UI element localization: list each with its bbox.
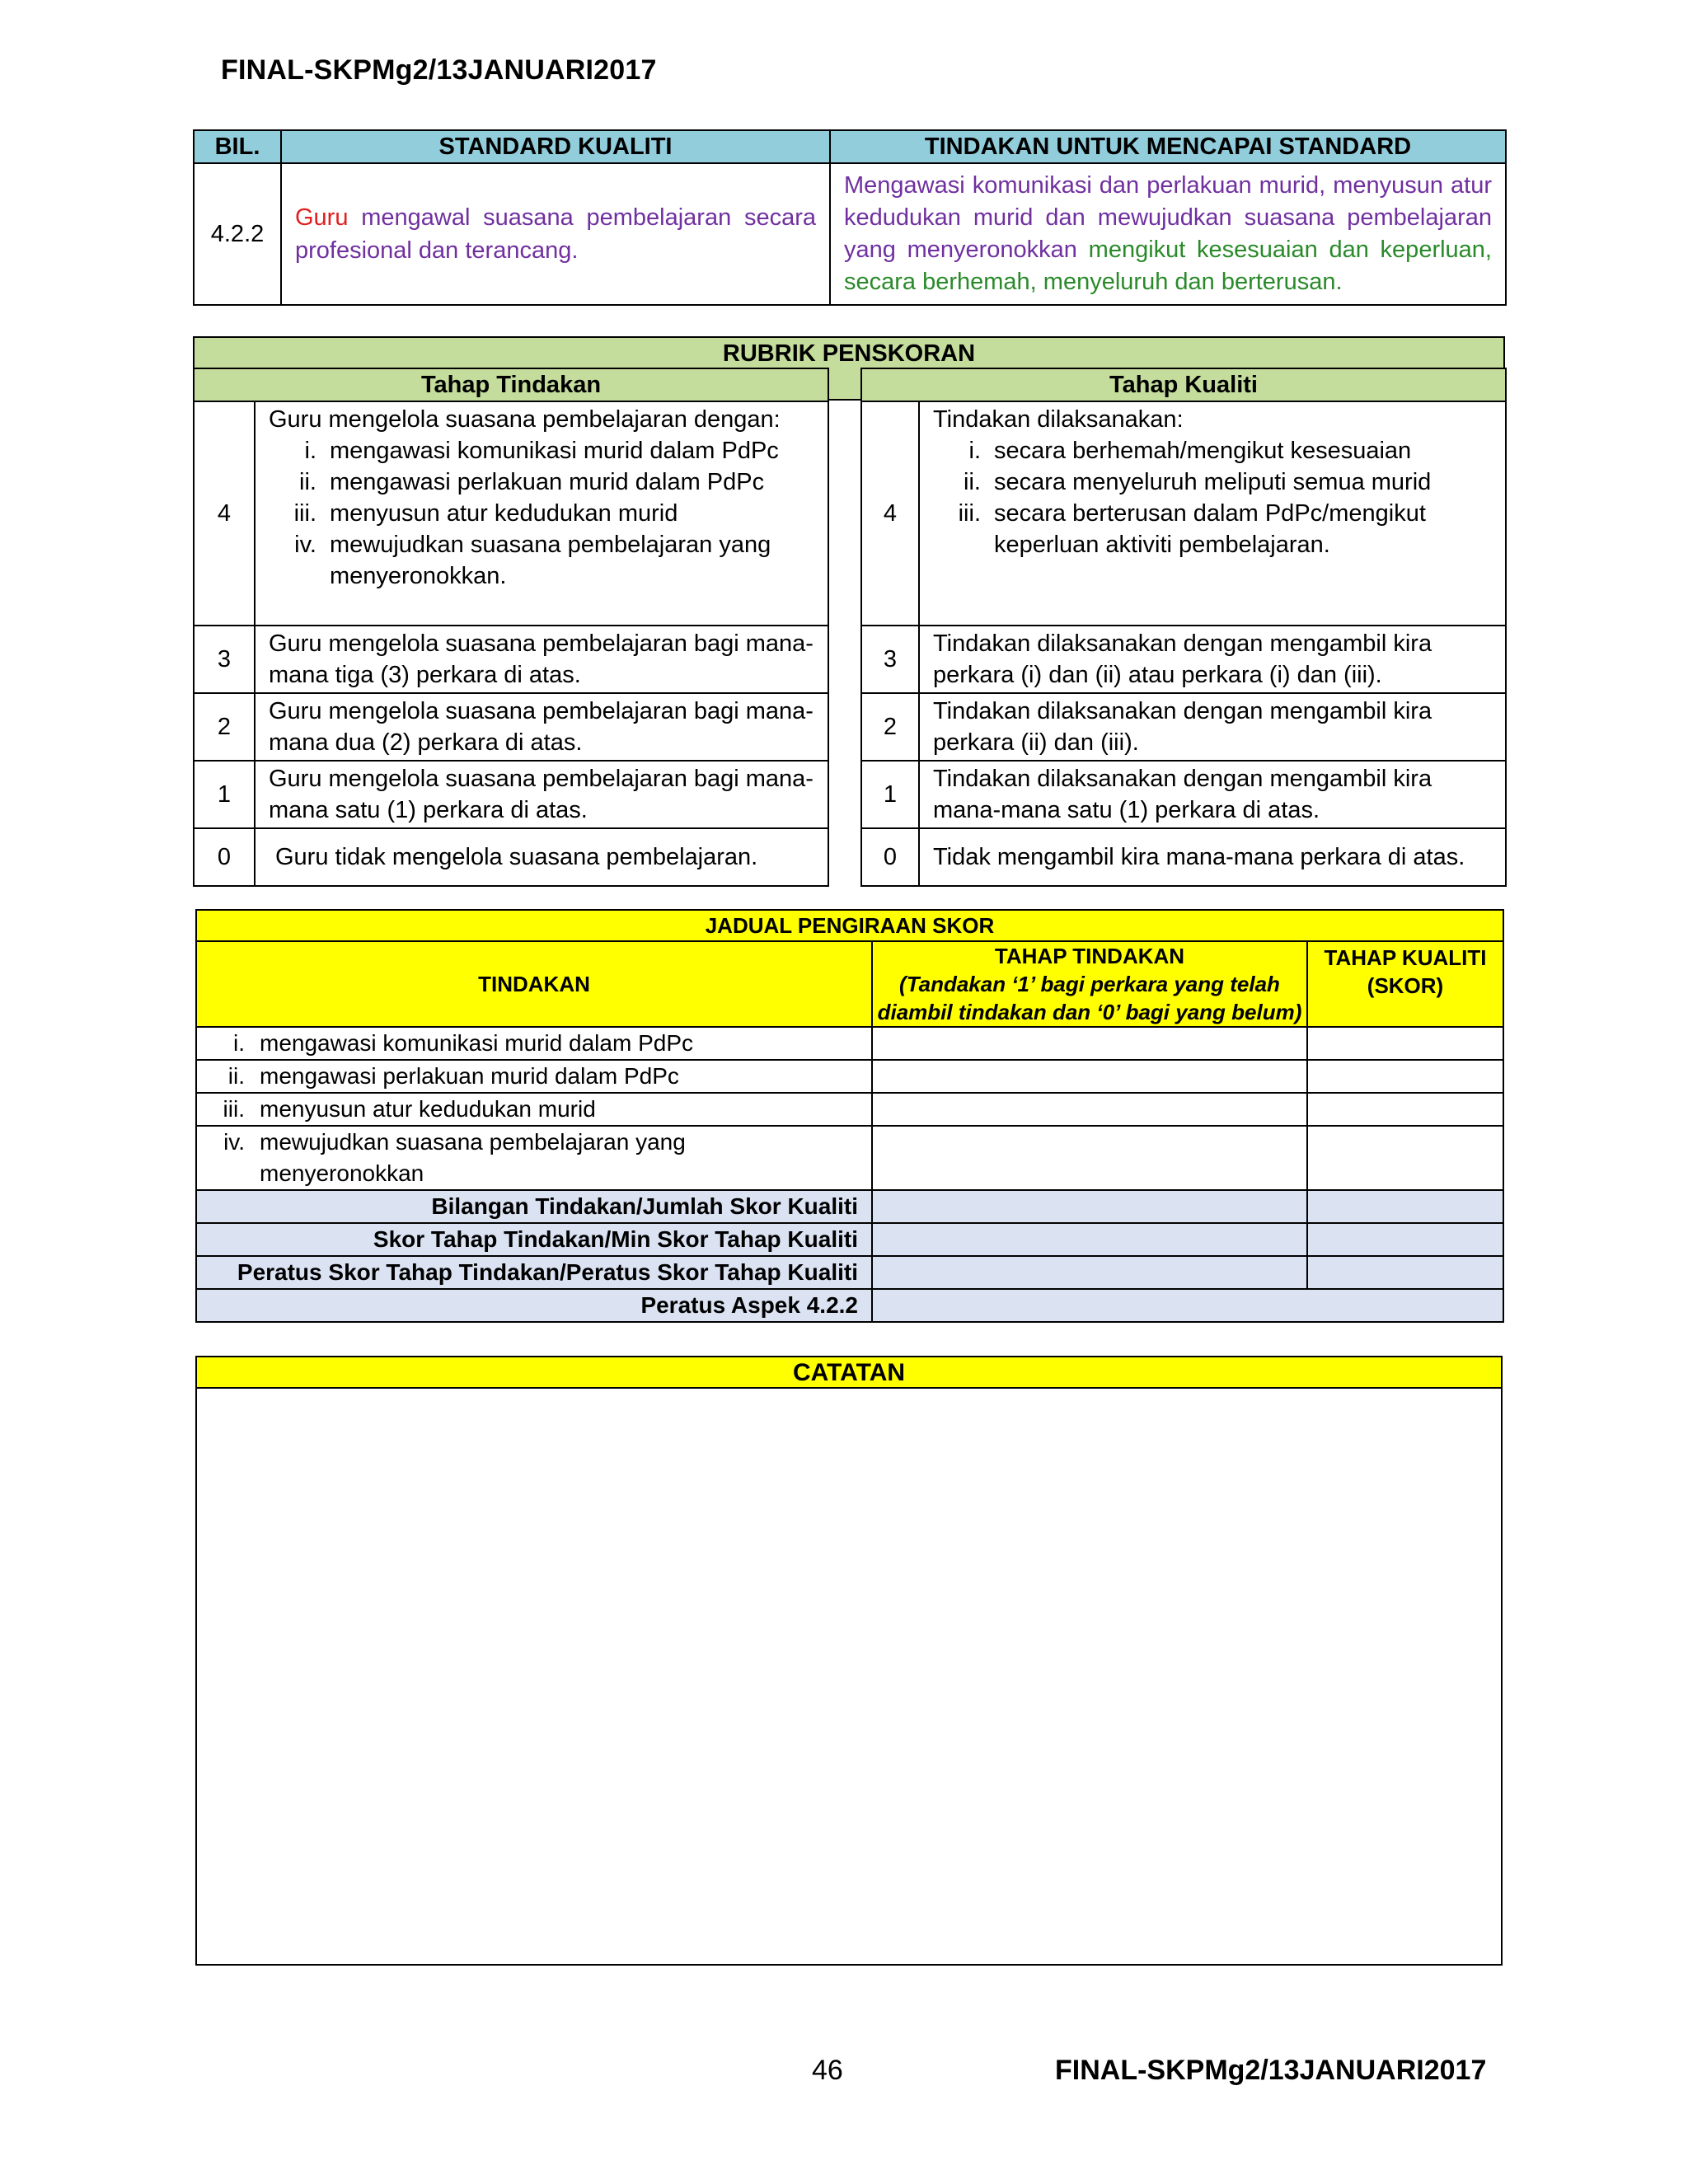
rubrik-list [933, 435, 1492, 560]
skor-item: iv. mewujudkan suasana pembelajaran yang menyeronokkan [196, 1126, 872, 1190]
rubrik-title: RUBRIK PENSKORAN [193, 336, 1505, 369]
col-bil-header: BIL. [194, 130, 281, 163]
rubrik-descriptor: Guru mengelola suasana pembelajaran bagi mana-mana satu (1) perkara di atas. [255, 761, 828, 828]
tahap-tindakan-input[interactable] [872, 1027, 1307, 1060]
rubrik-score: 2 [194, 693, 255, 761]
skor-item: iii. menyusun atur kedudukan murid [196, 1093, 872, 1126]
col-tahap-kualiti-header: TAHAP KUALITI (SKOR) [1307, 941, 1503, 1027]
document-code-header: FINAL-SKPMg2/13JANUARI2017 [221, 54, 657, 86]
rubrik-score: 0 [194, 828, 255, 886]
col-tindakan-header: TINDAKAN [196, 941, 872, 1027]
catatan-notes-area[interactable] [195, 1389, 1503, 1966]
peratus-aspek-value[interactable] [872, 1289, 1503, 1322]
summary-label: Skor Tahap Tindakan/Min Skor Tahap Kualiti [196, 1223, 872, 1256]
tahap-tindakan-header: Tahap Tindakan [194, 368, 828, 401]
col-tindakan-header: TINDAKAN UNTUK MENCAPAI STANDARD [830, 130, 1506, 163]
col-tahap-tindakan-header: TAHAP TINDAKAN (Tandakan ‘1’ bagi perkara yang telah diambil tindakan dan ‘0’ bagi yang belum) [872, 941, 1307, 1027]
tahap-kualiti-input[interactable] [1307, 1126, 1503, 1190]
rubrik-score: 0 [861, 828, 919, 886]
standard-kualiti-table [193, 129, 1507, 306]
rubrik-descriptor: Tindakan dilaksanakan dengan mengambil kira perkara (i) dan (ii) atau perkara (i) dan (iii). [919, 626, 1506, 693]
rubrik-descriptor: Tindakan dilaksanakan dengan mengambil kira perkara (ii) dan (iii). [919, 693, 1506, 761]
rubrik-score: 2 [861, 693, 919, 761]
summary-label: Bilangan Tindakan/Jumlah Skor Kualiti [196, 1190, 872, 1223]
tahap-kualiti-header: Tahap Kualiti [861, 368, 1506, 401]
summary-value[interactable] [1307, 1190, 1503, 1223]
rubrik-score: 3 [194, 626, 255, 693]
rubrik-header-gap [828, 368, 860, 401]
list-item: i. secara berhemah/mengikut kesesuaian [968, 438, 1412, 464]
rubrik-score: 1 [861, 761, 919, 828]
catatan-section [195, 1356, 1503, 1966]
bil-number: 4.2.2 [194, 163, 281, 305]
rubrik-descriptor [919, 401, 1506, 626]
col-standard-header: STANDARD KUALITI [281, 130, 830, 163]
rubrik-score: 4 [194, 401, 255, 626]
rubrik-list [269, 435, 814, 592]
tahap-tindakan-note: (Tandakan ‘1’ bagi perkara yang telah diambil tindakan dan ‘0’ bagi yang belum) [877, 972, 1302, 1024]
summary-label: Peratus Aspek 4.2.2 [196, 1289, 872, 1322]
tahap-kualiti-input[interactable] [1307, 1027, 1503, 1060]
page-number: 46 [812, 2055, 843, 2086]
tahap-kualiti-input[interactable] [1307, 1093, 1503, 1126]
tahap-tindakan-input[interactable] [872, 1126, 1307, 1190]
document-code-footer: FINAL-SKPMg2/13JANUARI2017 [1055, 2055, 1487, 2086]
rubrik-intro: Tindakan dilaksanakan: [933, 406, 1184, 433]
tindakan-actions: Mengawasi komunikasi dan perlakuan murid, menyusun atur kedudukan murid dan mewujudkan suasana pembelajaran yang menyeronokkan [844, 172, 1492, 263]
rubrik-score: 1 [194, 761, 255, 828]
rubrik-score: 3 [861, 626, 919, 693]
list-item: iii. menyusun atur kedudukan murid [293, 500, 678, 527]
list-item: ii. secara menyeluruh meliputi semua murid [964, 469, 1432, 495]
rubrik-descriptor: Guru mengelola suasana pembelajaran bagi mana-mana dua (2) perkara di atas. [255, 693, 828, 761]
rubrik-descriptor: Tidak mengambil kira mana-mana perkara di atas. [919, 828, 1506, 886]
summary-value[interactable] [1307, 1256, 1503, 1289]
rubrik-tahap-tindakan-table [193, 368, 829, 887]
tahap-tindakan-input[interactable] [872, 1093, 1307, 1126]
rubrik-descriptor: Tindakan dilaksanakan dengan mengambil kira mana-mana satu (1) perkara di atas. [919, 761, 1506, 828]
standard-subject: Guru [295, 204, 349, 231]
summary-value[interactable] [872, 1190, 1307, 1223]
skor-item: ii. mengawasi perlakuan murid dalam PdPc [196, 1060, 872, 1093]
summary-value[interactable] [872, 1223, 1307, 1256]
list-item: iv. mewujudkan suasana pembelajaran yang menyeronokkan. [294, 532, 771, 589]
rubrik-descriptor: Guru mengelola suasana pembelajaran bagi mana-mana tiga (3) perkara di atas. [255, 626, 828, 693]
skor-title: JADUAL PENGIRAAN SKOR [196, 910, 1503, 941]
tahap-kualiti-input[interactable] [1307, 1060, 1503, 1093]
list-item: ii. mengawasi perlakuan murid dalam PdPc [299, 469, 765, 495]
rubrik-descriptor: Guru tidak mengelola suasana pembelajaran. [255, 828, 828, 886]
tindakan-quality: mengikut kesesuaian dan keperluan, secara berhemah, menyeluruh dan berterusan. [844, 237, 1492, 295]
summary-value[interactable] [872, 1256, 1307, 1289]
rubrik-score: 4 [861, 401, 919, 626]
rubrik-descriptor [255, 401, 828, 626]
standard-text [281, 163, 830, 305]
tahap-tindakan-input[interactable] [872, 1060, 1307, 1093]
standard-description: mengawal suasana pembelajaran secara profesional dan terancang. [295, 204, 816, 264]
summary-value[interactable] [1307, 1223, 1503, 1256]
catatan-title: CATATAN [195, 1356, 1503, 1389]
rubrik-intro: Guru mengelola suasana pembelajaran dengan: [269, 406, 781, 433]
skor-item: i. mengawasi komunikasi murid dalam PdPc [196, 1027, 872, 1060]
summary-label: Peratus Skor Tahap Tindakan/Peratus Skor Tahap Kualiti [196, 1256, 872, 1289]
rubrik-tahap-kualiti-table [860, 368, 1507, 887]
jadual-pengiraan-skor [195, 909, 1504, 1323]
tindakan-text [830, 163, 1506, 305]
list-item: i. mengawasi komunikasi murid dalam PdPc [304, 438, 779, 464]
list-item: iii. secara berterusan dalam PdPc/mengikut keperluan aktiviti pembelajaran. [958, 500, 1426, 558]
